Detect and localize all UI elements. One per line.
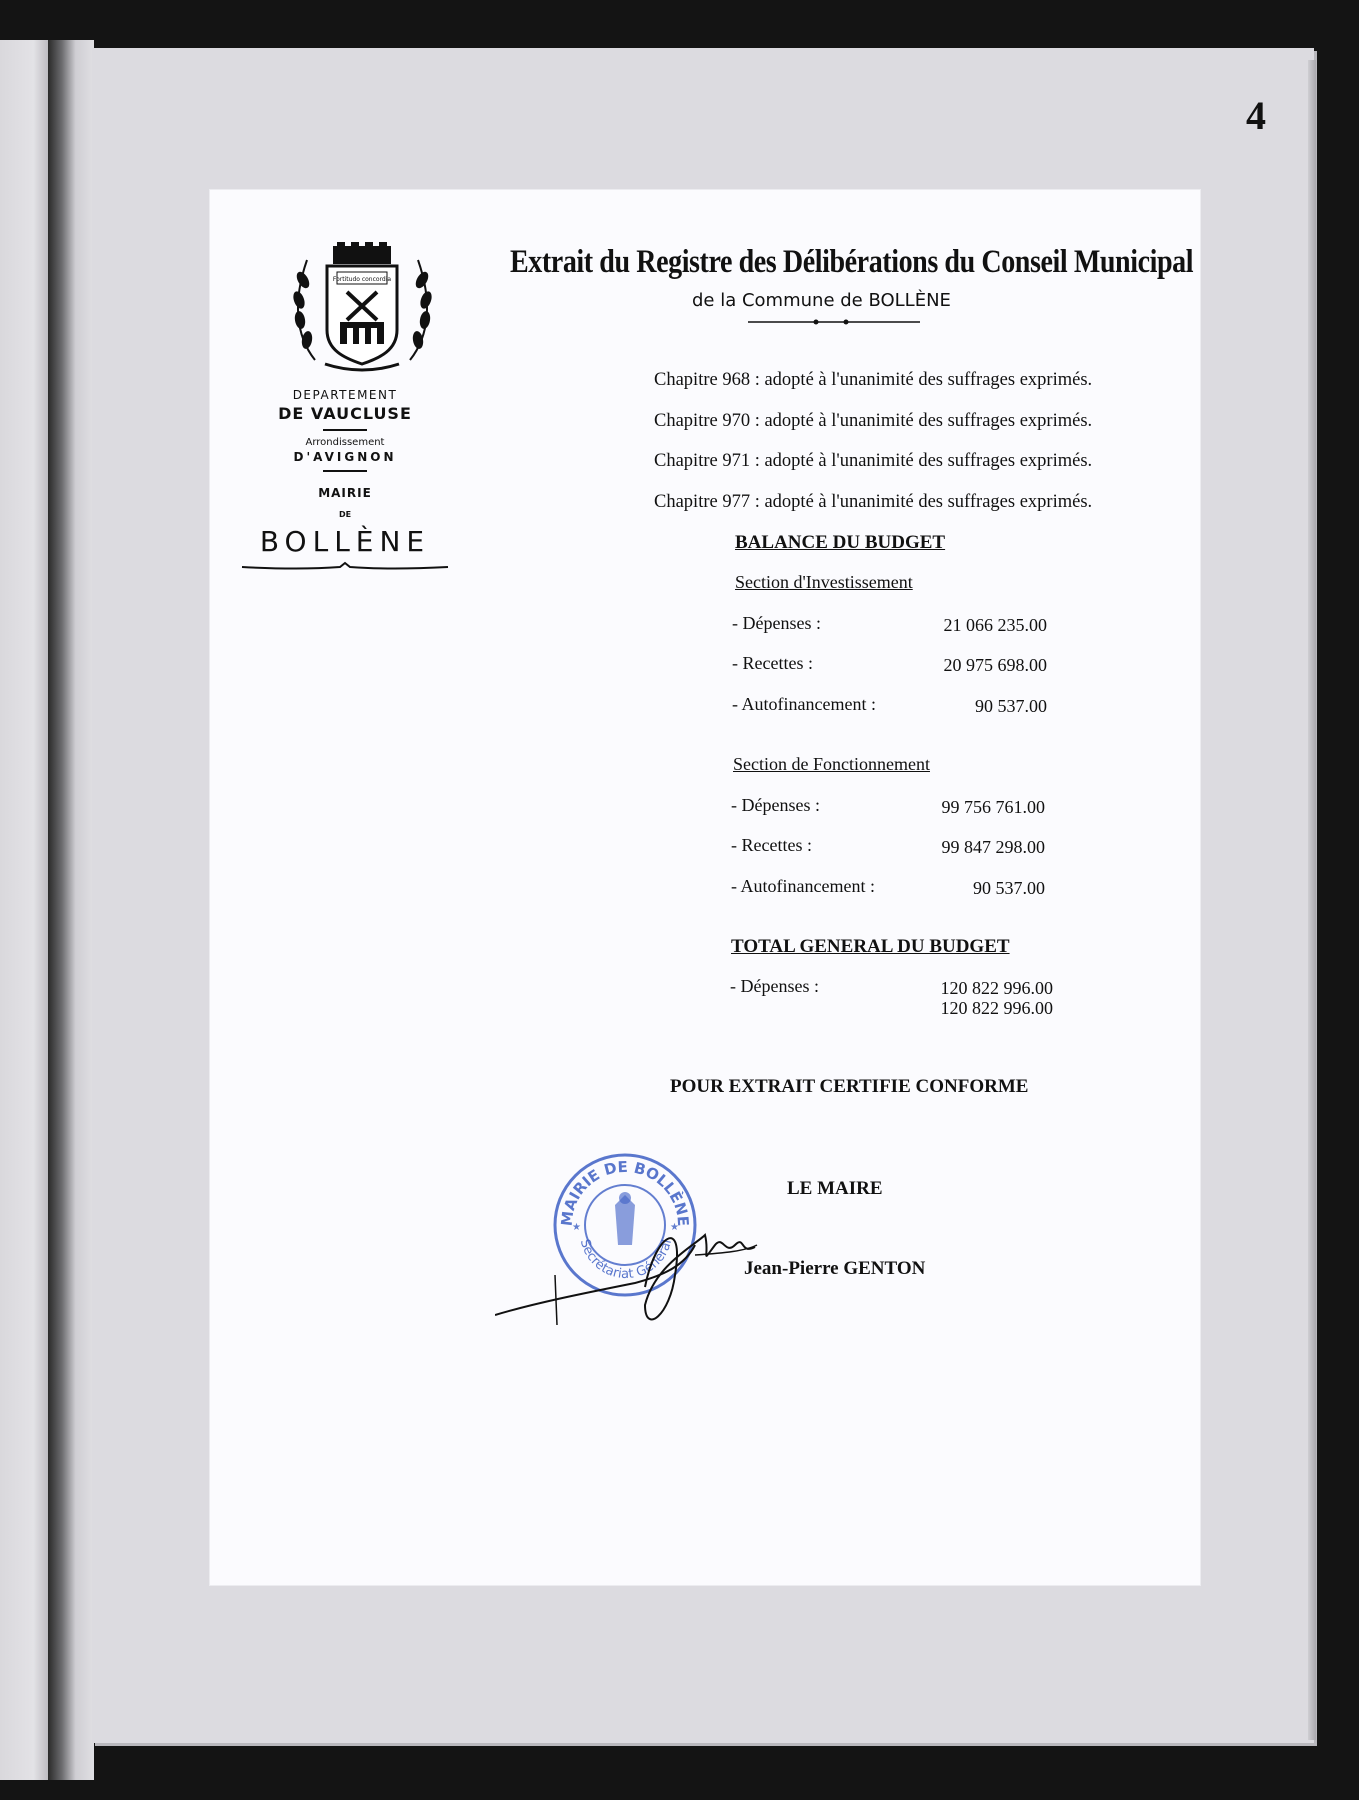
crest-motto: Fortitudo concordia [332,276,392,283]
departement-name: DE VAUCLUSE [278,404,412,423]
document-title: Extrait du Registre des Délibérations du Conseil Municipal [510,244,1194,280]
mairie-label: MAIRIE [318,486,372,500]
invest-recettes-value: 20 975 698.00 [943,655,1047,675]
stamp-text-bottom: Secrétariat Général [576,1237,676,1283]
document-subtitle: de la Commune de BOLLÈNE [692,290,951,311]
invest-recettes-label: - Recettes : [732,653,813,673]
invest-autofinancement-label: - Autofinancement : [732,694,876,714]
de-label: DE [338,510,352,519]
fonctionnement-heading: Section de Fonctionnement [733,754,930,774]
svg-text:★: ★ [670,1222,679,1233]
divider [323,429,367,431]
page-number: 4 [1246,93,1266,138]
total-heading: TOTAL GENERAL DU BUDGET [731,936,1010,957]
balance-heading: BALANCE DU BUDGET [735,532,946,553]
chapitre-968: Chapitre 968 : adopté à l'unanimité des suffrages exprimés. [654,370,1093,390]
fonct-autofinancement-value: 90 537.00 [973,878,1045,898]
departement-label: DEPARTEMENT [292,388,398,402]
fonct-autofinancement-label: - Autofinancement : [731,876,875,896]
fonct-depenses-value: 99 756 761.00 [941,797,1045,817]
chapitre-970: Chapitre 970 : adopté à l'unanimité des suffrages exprimés. [654,411,1093,431]
chapitre-971: Chapitre 971 : adopté à l'unanimité des suffrages exprimés. [654,451,1093,471]
arrondissement-name: D'AVIGNON [293,450,397,464]
signatory-role: LE MAIRE [787,1178,883,1199]
total-depenses-label: - Dépenses : [730,976,819,996]
town-name: BOLLÈNE [259,525,431,558]
swash-ornament-icon [240,560,450,574]
signatory-name: Jean-Pierre GENTON [744,1258,926,1279]
title-ornament-icon [748,318,920,326]
total-depenses-value: 120 822 996.00 [940,978,1053,998]
coat-of-arms-icon [285,240,440,375]
investissement-heading: Section d'Investissement [735,572,913,592]
certification-text: POUR EXTRAIT CERTIFIE CONFORME [670,1076,1029,1097]
fonct-depenses-label: - Dépenses : [731,795,820,815]
invest-depenses-value: 21 066 235.00 [943,615,1047,635]
fonct-recettes-value: 99 847 298.00 [941,837,1045,857]
facing-page [0,40,48,1780]
invest-autofinancement-value: 90 537.00 [975,696,1047,716]
svg-text:★: ★ [572,1222,581,1233]
invest-depenses-label: - Dépenses : [732,613,821,633]
total-depenses-value-repeat: 120 822 996.00 [940,998,1053,1018]
document-sheet [210,190,1200,1585]
letterhead-block [230,388,460,578]
stamp-text-top: MAIRIE DE BOLLÈNE [557,1157,693,1227]
handwritten-signature-icon [495,1175,795,1325]
arrondissement-label: Arrondissement [305,437,385,448]
book-binding [48,40,94,1780]
chapitre-977: Chapitre 977 : adopté à l'unanimité des suffrages exprimés. [654,492,1093,512]
divider [323,470,367,472]
fonct-recettes-label: - Recettes : [731,835,812,855]
page-edge [1308,60,1316,1740]
